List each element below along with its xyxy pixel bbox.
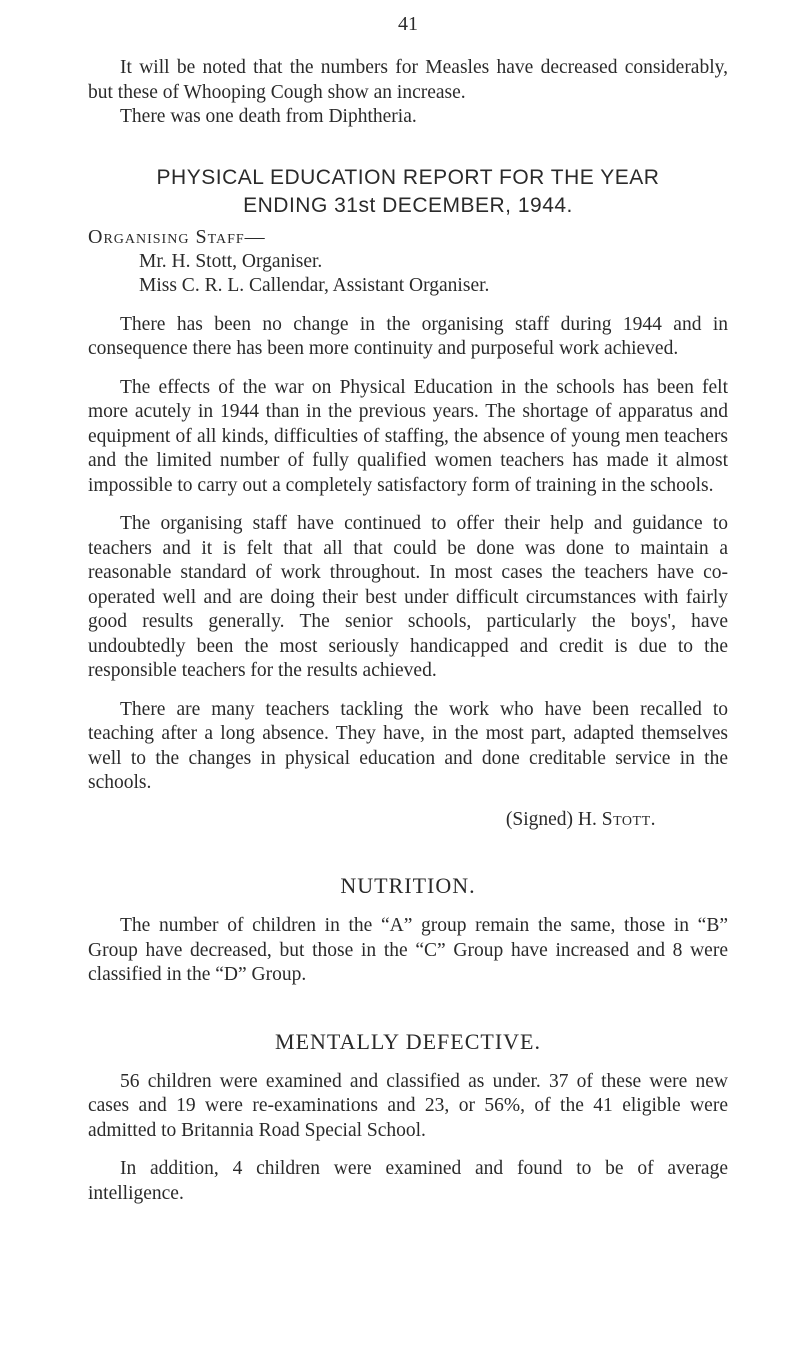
intro-paragraph-2: There was one death from Diphtheria. [120, 106, 417, 127]
pe-paragraph-2: The effects of the war on Physical Education in the schools has been felt more acutely in 1944 than in the previous years. The shortage of apparatus and equipment of all kinds, difficulties of staffing, the absence of young men teachers and the limited number of fully qualified women teachers has made it almost impossible to carry out a completely satisfactory form of training in the schools. [88, 376, 728, 496]
document-page [88, 12, 728, 1206]
staff-member-organiser: Mr. H. Stott, Organiser. [139, 250, 323, 272]
signature-prefix: (Signed) H. [505, 808, 597, 830]
page-number: 41 [398, 13, 418, 35]
nutrition-title: NUTRITION. [340, 873, 476, 898]
organising-staff-label: Organising Staff— [88, 225, 266, 248]
pe-paragraph-1: There has been no change in the organising staff during 1944 and in consequence there has been more continuity and purposeful work achieved. [88, 313, 728, 359]
staff-member-assistant: Miss C. R. L. Callendar, Assistant Organiser. [139, 275, 490, 296]
physical-education-title-line2: ENDING 31st DECEMBER, 1944. [243, 193, 573, 217]
mentally-defective-paragraph-1: 56 children were examined and classified as under. 37 of these were new cases and 19 were re-examinations and 23, or 56%, of the 41 eligible were admitted to Britannia Road Special School. [88, 1070, 728, 1141]
pe-paragraph-3: The organising staff have continued to offer their help and guidance to teachers and it is felt that all that could be done was done to maintain a reasonable standard of work throughout. In most cases the teachers have co-operated well and are doing their best under difficult circumstances with fairly good results generally. The senior schools, particularly the boys', have undoubtedly been the most seriously handicapped and credit is due to the responsible teachers for the results achieved. [88, 513, 728, 681]
signature-name: Stott. [601, 808, 656, 830]
mentally-defective-title: MENTALLY DEFECTIVE. [275, 1028, 541, 1054]
intro-paragraph-1: It will be noted that the numbers for Measles have decreased considerably, but these of Whooping Cough show an increase. [88, 57, 728, 103]
nutrition-paragraph: The number of children in the “A” group remain the same, those in “B” Group have decreased, but those in the “C” Group have increased and 8 were classified in the “D” Group. [88, 915, 728, 985]
pe-paragraph-4: There are many teachers tackling the work who have been recalled to teaching after a long absence. They have, in the most part, adapted themselves well to the changes in physical education and done creditable service in the schools. [88, 698, 728, 793]
physical-education-title-line1: PHYSICAL EDUCATION REPORT FOR THE YEAR [156, 165, 660, 189]
signature [88, 808, 728, 833]
mentally-defective-paragraph-2: In addition, 4 children were examined and found to be of average intelligence. [88, 1158, 728, 1204]
